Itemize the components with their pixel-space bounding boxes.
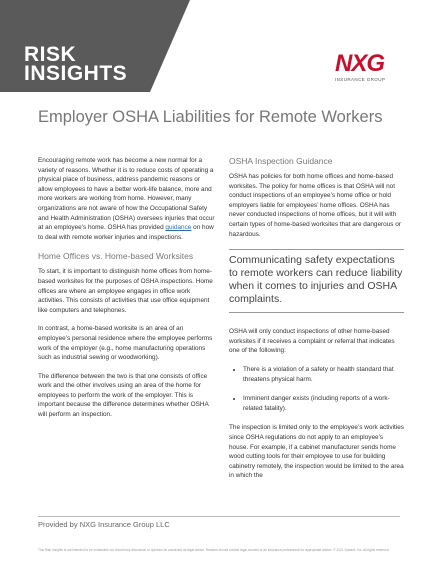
quote-bottom-rule <box>229 312 404 313</box>
banner-slant <box>150 0 190 92</box>
footer-divider <box>38 516 400 517</box>
intro-paragraph <box>38 156 216 242</box>
quote-top-rule <box>229 249 404 250</box>
logo-mark: NXG <box>335 50 385 77</box>
nxg-logo <box>335 52 397 82</box>
paragraph-conditions: OSHA will only conduct inspections of other home-based worksites if it receives a complaint or referral that indicates one of the following: <box>229 328 395 355</box>
guidance-link[interactable]: guidance <box>165 224 192 232</box>
risk-insights-banner <box>0 0 150 92</box>
heading-home-offices: Home Offices vs. Home-based Worksites <box>38 251 194 262</box>
paragraph-difference: The difference between the two is that one consists of office work and the other involves using an area of the home for employees to perform the work of the employer. This is important because the difference determines whether OSHA will perform an inspection. <box>38 372 209 419</box>
paragraph-policies: OSHA has policies for both home offices and home-based worksites. The policy for home offices is that OSHA will not conduct inspections of an employee’s home office or hold employers liable for employees’ home offices. OSHA has never conducted inspections of home offices, but it will with certain types of home-based worksites that are dangerous or hazardous. <box>229 173 401 238</box>
paragraph-home-worksite: In contrast, a home-based worksite is an area of an employee’s personal residence where the employee performs work of the employer (e.g., home manufacturing operations such as industrial sewing or woodworking). <box>38 325 213 362</box>
banner-line-2: INSIGHTS <box>24 62 128 85</box>
list-item: • Imminent danger exists (including reports of a work-related fatality). <box>243 394 404 413</box>
list-item: • There is a violation of a safety or health standard that threatens physical harm. <box>243 365 404 384</box>
paragraph-home-offices: To start, it is important to distinguish home offices from home-based worksites for the purposes of OSHA inspections. Home offices are where an employee engages in office work activities. This consists of activities that use office equipment like computers and telephones. <box>38 268 213 314</box>
intro-text-b: on how to deal with remote worker injuries and inspections. <box>38 224 214 241</box>
left-column <box>38 156 216 429</box>
intro-text-a: Encouraging remote work has become a new normal for a variety of reasons. Whether it is to reduce costs of operating a physical place of business, address pandemic reasons or allow employees to have a better work-life balance, more and more workers are working from home. However, many organizations are not aware of how the Occupational Safety and Health Administration (OSHA) oversees injuries that occur at an employee’s home. OSHA has provided <box>38 157 215 232</box>
paragraph-inspection-limit: The inspection is limited only to the employee’s work activities since OSHA regulations do not apply to an employee’s house. For example, if a cabinet manufacturer sends home wood cutting tools for their employee to use for building cabinetry remotely, the inspection would be limited to the area in which the <box>229 424 404 480</box>
page-title: Employer OSHA Liabilities for Remote Workers <box>38 108 383 126</box>
footer-disclaimer: This Risk Insights is not intended to be exhaustive nor should any discussion or opinions be construed as legal advice. Readers should contact legal counsel or an insurance professional for appropriate advice. © 2021 Zywave, Inc. All rights reserved. <box>38 548 390 552</box>
conditions-list <box>229 365 404 413</box>
pull-quote: Communicating safety expectations to remote workers can reduce liability when it comes to injuries and OSHA complaints. <box>229 254 403 306</box>
footer-provided-by: Provided by NXG Insurance Group LLC <box>38 520 170 529</box>
banner-line-1: RISK <box>24 43 77 66</box>
right-column <box>229 156 404 490</box>
heading-inspection-guidance: OSHA Inspection Guidance <box>229 156 333 166</box>
logo-subtitle: INSURANCE GROUP <box>335 77 386 82</box>
